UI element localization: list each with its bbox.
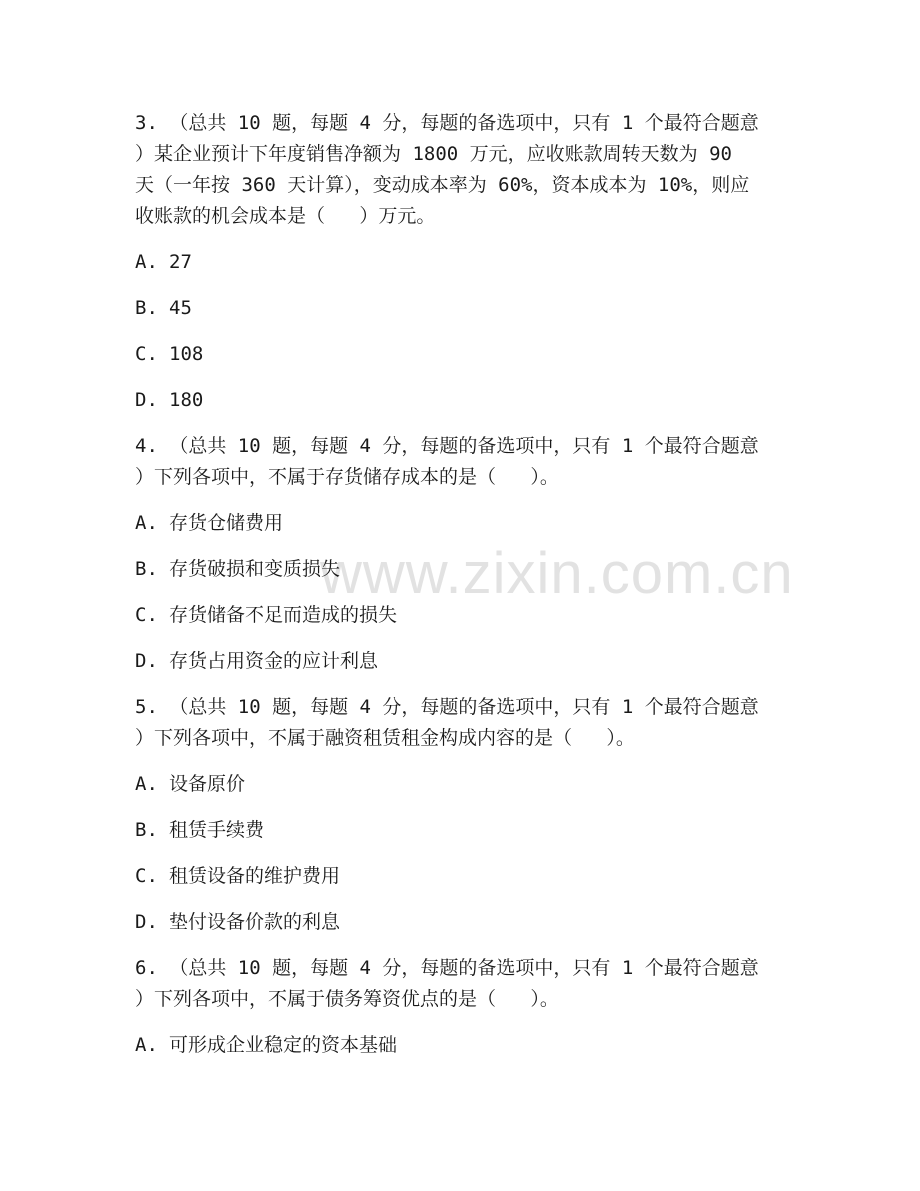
option-text: 180 xyxy=(169,389,204,411)
option-letter: B. xyxy=(135,558,158,580)
option-letter: A. xyxy=(135,512,158,534)
option-text: 租赁手续费 xyxy=(169,819,265,841)
answer-option xyxy=(135,554,785,585)
answer-option xyxy=(135,385,785,416)
option-text: 27 xyxy=(169,251,192,273)
answer-option xyxy=(135,646,785,677)
option-letter: D. xyxy=(135,650,158,672)
question-stem-line: 5. （总共 10 题，每题 4 分，每题的备选项中，只有 1 个最符合题意 xyxy=(135,696,759,718)
question-stem-line: 收账款的机会成本是（ ）万元。 xyxy=(135,205,436,227)
option-text: 45 xyxy=(169,297,192,319)
question-stem-line: ）某企业预计下年度销售净额为 1800 万元，应收账款周转天数为 90 xyxy=(135,143,732,165)
answer-option xyxy=(135,1030,785,1061)
question-block xyxy=(135,108,785,416)
option-letter: D. xyxy=(135,389,158,411)
option-text: 可形成企业稳定的资本基础 xyxy=(169,1034,398,1056)
question-stem-line: 6. （总共 10 题，每题 4 分，每题的备选项中，只有 1 个最符合题意 xyxy=(135,957,759,979)
option-letter: B. xyxy=(135,819,158,841)
answer-option xyxy=(135,339,785,370)
answer-option xyxy=(135,861,785,892)
question-block xyxy=(135,953,785,1061)
option-text: 108 xyxy=(169,343,204,365)
option-letter: A. xyxy=(135,1034,158,1056)
option-letter: B. xyxy=(135,297,158,319)
option-text: 存货储备不足而造成的损失 xyxy=(169,604,398,626)
question-stem xyxy=(135,108,785,232)
question-stem-line: 天（一年按 360 天计算），变动成本率为 60%，资本成本为 10%，则应 xyxy=(135,174,750,196)
question-stem-line: ）下列各项中，不属于融资租赁租金构成内容的是（ ）。 xyxy=(135,727,635,749)
question-stem xyxy=(135,953,785,1015)
option-text: 设备原价 xyxy=(169,773,246,795)
option-letter: A. xyxy=(135,773,158,795)
answer-option xyxy=(135,600,785,631)
option-letter: C. xyxy=(135,343,158,365)
option-text: 存货占用资金的应计利息 xyxy=(169,650,379,672)
option-letter: C. xyxy=(135,604,158,626)
answer-option xyxy=(135,508,785,539)
question-stem-line: ）下列各项中，不属于存货储存成本的是（ ）。 xyxy=(135,466,559,488)
answer-option xyxy=(135,293,785,324)
question-stem-line: ）下列各项中，不属于债务筹资优点的是（ ）。 xyxy=(135,988,559,1010)
question-block xyxy=(135,431,785,677)
option-letter: D. xyxy=(135,911,158,933)
question-block xyxy=(135,692,785,938)
question-stem-line: 3. （总共 10 题，每题 4 分，每题的备选项中，只有 1 个最符合题意 xyxy=(135,112,759,134)
answer-option xyxy=(135,769,785,800)
option-letter: C. xyxy=(135,865,158,887)
question-stem-line: 4. （总共 10 题，每题 4 分，每题的备选项中，只有 1 个最符合题意 xyxy=(135,435,759,457)
option-text: 存货破损和变质损失 xyxy=(169,558,341,580)
question-list xyxy=(135,108,785,1076)
option-text: 垫付设备价款的利息 xyxy=(169,911,341,933)
option-letter: A. xyxy=(135,251,158,273)
option-text: 存货仓储费用 xyxy=(169,512,284,534)
option-text: 租赁设备的维护费用 xyxy=(169,865,341,887)
answer-option xyxy=(135,907,785,938)
answer-option xyxy=(135,247,785,278)
question-stem xyxy=(135,692,785,754)
answer-option xyxy=(135,815,785,846)
watermark: www.zixin.com.cn xyxy=(320,541,794,606)
question-stem xyxy=(135,431,785,493)
